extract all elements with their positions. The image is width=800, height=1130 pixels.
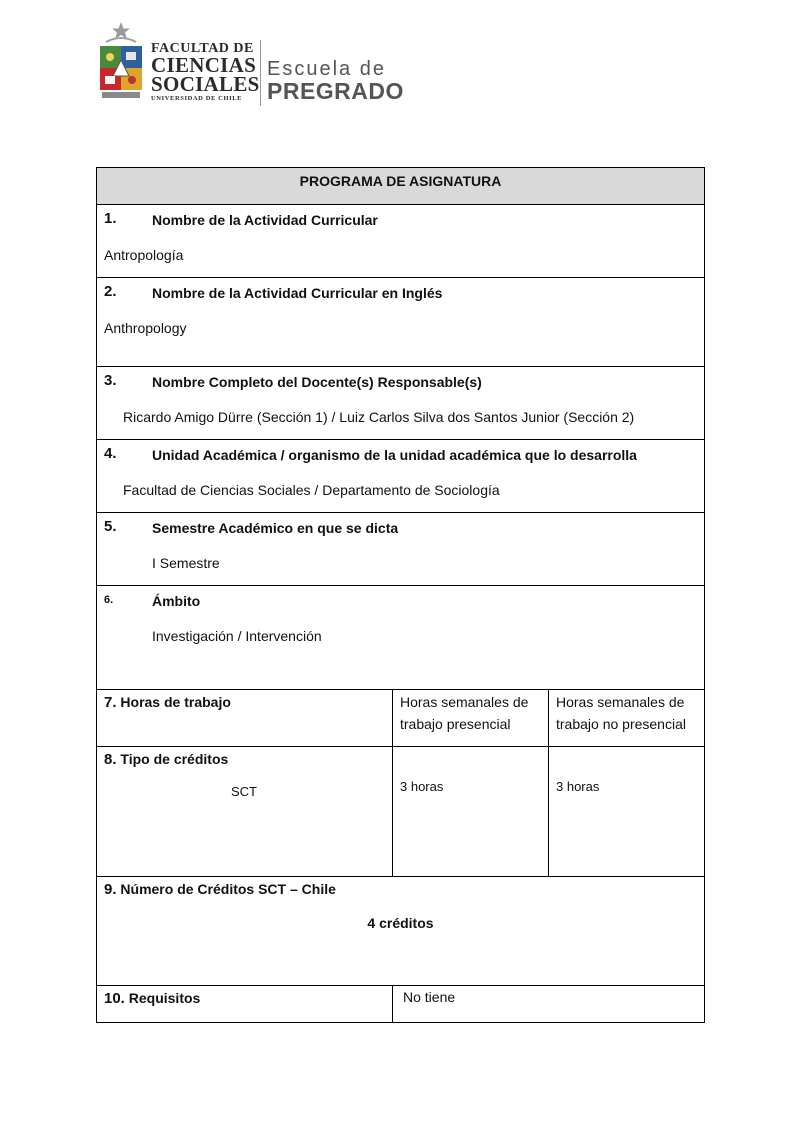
section-number: 6.: [104, 594, 114, 606]
no-presencial-header: Horas semanales de trabajo no presencial: [556, 694, 686, 732]
section-6: [97, 586, 704, 690]
course-name-english: Anthropology: [104, 320, 187, 336]
section-label: Nombre de la Actividad Curricular en Inglés: [152, 285, 443, 301]
faculty-line-3: SOCIALES: [151, 72, 260, 96]
section-label: Tipo de créditos: [120, 751, 229, 767]
section-9: [97, 877, 704, 986]
presencial-header: Horas semanales de trabajo presencial: [400, 694, 529, 732]
course-program-form: [96, 167, 705, 1023]
sct-credits-value: 4 créditos: [367, 915, 434, 931]
presencial-hours-cell: [393, 747, 549, 876]
faculty-line-1: FACULTAD DE: [151, 41, 254, 56]
semester: I Semestre: [152, 555, 220, 571]
section-label: Requisitos: [128, 990, 201, 1006]
section-heading: [104, 990, 200, 1007]
credit-type-value: SCT: [231, 784, 257, 799]
university-crest-icon: [96, 20, 146, 106]
section-label: Nombre Completo del Docente(s) Responsable(s): [152, 374, 482, 390]
credit-type-cell: [97, 747, 393, 876]
instructors: Ricardo Amigo Dürre (Sección 1) / Luiz Carlos Silva dos Santos Junior (Sección 2): [123, 409, 635, 425]
university-name: UNIVERSIDAD DE CHILE: [151, 95, 243, 102]
faculty-logo: [96, 20, 426, 106]
requirements-label-cell: [97, 986, 393, 1022]
section-8: [97, 747, 704, 877]
presencial-hours: 3 horas: [400, 779, 444, 794]
presencial-header-cell: [393, 690, 549, 746]
section-number: 5.: [104, 518, 117, 535]
section-label: Unidad Académica / organismo de la unidad académica que lo desarrolla: [152, 447, 637, 463]
requirements-value: No tiene: [403, 989, 456, 1005]
section-number: 4.: [104, 445, 117, 462]
section-label: Horas de trabajo: [120, 694, 231, 710]
form-title: PROGRAMA DE ASIGNATURA: [97, 168, 704, 205]
section-number: 9.: [104, 881, 117, 898]
pregrado-label: PREGRADO: [267, 78, 404, 104]
section-number: 3.: [104, 372, 117, 389]
hours-label-cell: [97, 690, 393, 746]
course-name: Antropología: [104, 247, 184, 263]
school-label: Escuela de: [267, 58, 386, 80]
section-3: [97, 367, 704, 440]
section-2: [97, 278, 704, 367]
no-presencial-hours-cell: [549, 747, 704, 876]
section-label: Número de Créditos SCT – Chile: [120, 881, 336, 897]
section-10: [97, 986, 704, 1022]
section-heading: [104, 751, 228, 768]
section-1: [97, 205, 704, 278]
section-label: Nombre de la Actividad Curricular: [152, 212, 378, 228]
logo-divider: [260, 40, 261, 106]
faculty-line-2: CIENCIAS: [151, 53, 257, 77]
no-presencial-hours: 3 horas: [556, 779, 600, 794]
section-label: Ámbito: [152, 593, 201, 609]
section-5: [97, 513, 704, 586]
academic-unit: Facultad de Ciencias Sociales / Departamento de Sociología: [123, 482, 500, 498]
section-heading: [104, 694, 231, 711]
section-number: 2.: [104, 283, 117, 300]
scope: Investigación / Intervención: [152, 628, 322, 644]
requirements-value-cell: [393, 986, 704, 1022]
section-number: 7.: [104, 694, 117, 711]
section-number: 1.: [104, 210, 117, 227]
section-heading: [104, 881, 336, 898]
section-number: 10.: [104, 990, 125, 1007]
section-number: 8.: [104, 751, 117, 768]
section-4: [97, 440, 704, 513]
section-7: [97, 690, 704, 747]
no-presencial-header-cell: [549, 690, 704, 746]
section-label: Semestre Académico en que se dicta: [152, 520, 399, 536]
